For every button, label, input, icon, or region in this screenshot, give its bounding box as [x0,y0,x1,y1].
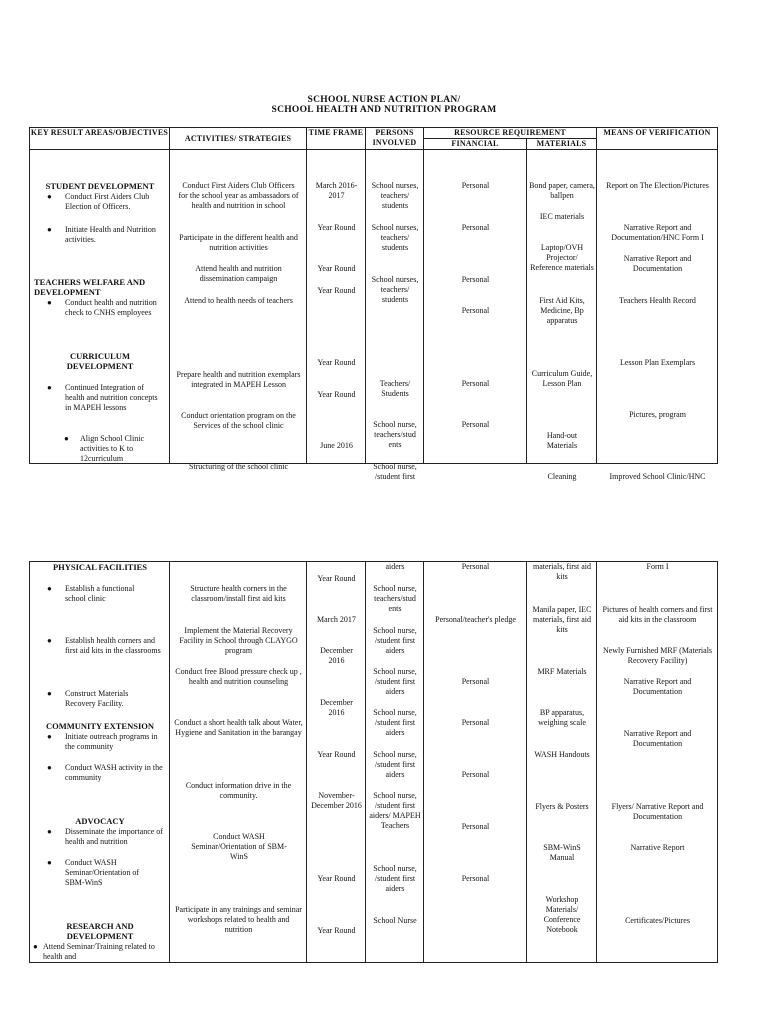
persons-item: School nurses, teachers/ students [371,223,419,252]
objective-item: Conduct WASH Seminar/Orientation of SBM-WinS [65,858,139,887]
objective-item: Attend Seminar/Training related to health and [43,942,155,961]
activity-item: Attend to health needs of teachers [184,296,293,305]
financial-item: Personal [461,770,490,779]
section-advocacy: ADVOCACY [75,816,125,826]
objective-item: Initiate Health and Nutrition activities. [65,225,156,244]
bullet-icon: ● [47,689,52,698]
objective-item: Construct Materials Recovery Facility. [65,689,129,708]
verification-item: Pictures of health corners and first aid kits in the classroom [602,605,713,624]
materials-item: Cleaning [547,472,577,481]
bullet-icon: ● [47,584,52,593]
bullet-icon: ● [47,383,52,392]
bullet-icon: ● [47,732,52,741]
section-research-development: RESEARCH AND DEVELOPMENT [66,921,134,941]
financial-item: Personal [461,562,490,571]
header-means: MEANS OF VERIFICATION [597,128,718,150]
financial-item: Personal [461,379,490,388]
section-curriculum-development: CURRICULUM DEVELOPMENT [66,351,134,371]
document-subtitle: SCHOOL HEALTH AND NUTRITION PROGRAM [271,105,497,115]
persons-item: School nurse, /student first aiders [373,708,417,737]
materials-item: MRF Materials [537,667,587,676]
time-frame-item: Year Round [317,223,356,232]
time-frame-item: June 2016 [320,441,353,450]
financial-item: Personal/teacher's pledge [435,615,516,624]
objective-item: Conduct WASH activity in the community [65,763,163,782]
activity-item: Conduct First Aiders Club Officers for the school year as ambassadors of health and nutrition in school [178,181,299,210]
bullet-icon: ● [47,636,52,645]
financial-item: Personal [461,822,490,831]
time-frame-item: Year Round [317,874,356,883]
time-frame-item: March 2017 [317,615,356,624]
persons-item: School nurses, teachers/ students [371,275,419,304]
persons-item: School nurse, /student first aiders [373,626,417,655]
time-frame-item: December 2016 [320,646,353,665]
bullet-icon: ● [47,763,52,772]
bullet-icon: ● [47,858,52,867]
persons-item: Teachers/ Students [379,379,411,398]
bullet-icon: ● [47,225,52,234]
materials-item: First Aid Kits, Medicine, Bp apparatus [539,296,585,325]
materials-item: Laptop/OVH Projector/ Reference materials [530,243,594,272]
verification-item: Narrative Report and Documentation [623,729,692,748]
materials-item: WASH Handouts [534,750,590,759]
persons-item: School nurse, teachers/stud ents [373,420,417,449]
objective-item: Establish a functional school clinic [65,584,135,603]
activity-item: Implement the Material Recovery Facility in School through CLAYGO program [179,626,298,655]
persons-item: School nurse, /student first aiders [373,750,417,779]
header-time-frame: TIME FRAME [307,128,366,150]
activity-item: Conduct WASH Seminar/Orientation of SBM-WinS [191,832,287,861]
activity-item: Participate in any trainings and seminar workshops related to health and nutrition [175,905,302,934]
verification-item: Certificates/Pictures [625,916,690,925]
time-frame-item: November-December 2016 [311,791,362,810]
materials-item: Manila paper, IEC materials, first aid kits [532,605,592,634]
time-frame-item: December 2016 [320,698,353,717]
header-resource: RESOURCE REQUIREMENT [424,128,597,139]
bullet-icon: ● [64,434,69,443]
verification-item: Flyers/ Narrative Report and Documentation [611,802,704,821]
header-materials: MATERIALS [527,139,597,150]
persons-item: School nurse, /student first [373,462,417,481]
bullet-icon: ● [47,192,52,201]
verification-item: Teachers Health Record [619,296,696,305]
section-community-extension: COMMUNITY EXTENSION [45,721,155,731]
time-frame-item: Year Round [317,358,356,367]
financial-item: Personal [461,677,490,686]
section-teachers-welfare: TEACHERS WELFARE AND DEVELOPMENT [34,277,146,297]
activity-item: Conduct free Blood pressure check up , health and nutrition counseling [175,667,302,686]
objective-item: Conduct health and nutrition check to CNHS employees [65,298,157,317]
action-plan-table-2 [29,561,718,963]
financial-item: Personal [461,181,490,190]
materials-item: Curriculum Guide, Lesson Plan [531,369,593,388]
time-frame-item: Year Round [317,264,356,273]
verification-item: Improved School Clinic/HNC [609,472,706,481]
financial-item: Personal [461,874,490,883]
persons-item: School nurse, /student first aiders/ MAPEH Teachers [369,791,421,830]
time-frame-item: Year Round [317,390,356,399]
bullet-icon: ● [33,942,38,951]
time-frame-item: Year Round [317,574,356,583]
time-frame-item: Year Round [317,926,356,935]
header-activities: ACTIVITIES/ STRATEGIES [170,128,307,150]
verification-item: Newly Furnished MRF (Materials Recovery Facility) [602,646,713,665]
activity-item: Participate in the different health and nutrition activities [179,233,298,252]
financial-item: Personal [461,420,490,429]
section-student-development: STUDENT DEVELOPMENT [45,181,155,191]
financial-item: Personal [461,223,490,232]
header-persons: PERSONS INVOLVED [366,128,424,150]
persons-item: School nurse, /student first aiders [373,864,417,893]
objective-item: Disseminate the importance of health and nutrition [65,827,163,846]
financial-item: Personal [461,275,490,284]
activity-item: Structuring of the school clinic [188,462,289,471]
verification-item: Narrative Report and Documentation [623,677,692,696]
materials-item: Flyers & Posters [535,802,589,811]
materials-item: materials, first aid kits [533,562,591,581]
activity-item: Conduct orientation program on the Services of the school clinic [181,411,296,430]
activity-item: Attend health and nutrition dissemination campaign [195,264,282,283]
persons-item: aiders [385,562,405,571]
document-title: SCHOOL NURSE ACTION PLAN/ [307,95,461,105]
activity-item: Conduct a short health talk about Water, Hygiene and Sanitation in the barangay [174,718,303,737]
activity-item: Prepare health and nutrition exemplars integrated in MAPEH Lesson [176,370,301,389]
time-frame-item: March 2016-2017 [315,181,358,200]
bullet-icon: ● [47,298,52,307]
materials-item: BP apparatus, weighing scale [538,708,586,727]
materials-item: IEC materials [539,212,585,221]
header-kra: KEY RESULT AREAS/OBJECTIVES [30,128,170,150]
verification-item: Lesson Plan Exemplars [619,358,696,367]
verification-item: Narrative Report and Documentation/HNC Form I [611,223,704,242]
section-physical-facilities: PHYSICAL FACILITIES [52,562,148,572]
verification-item: Narrative Report [630,843,685,852]
verification-item: Pictures, program [629,410,686,419]
objective-item: Continued Integration of health and nutrition concepts in MAPEH lessons [65,383,158,412]
financial-item: Personal [461,306,490,315]
objective-item: Conduct First Aiders Club Election of Officers. [65,192,150,211]
bullet-icon: ● [47,827,52,836]
activity-item: Structure health corners in the classroom/install first aid kits [190,584,287,603]
persons-item: School nurse, teachers/stud ents [373,584,417,613]
objective-item: Align School Clinic activities to K to 12curriculum [80,434,144,463]
verification-item: Narrative Report and Documentation [623,254,692,273]
materials-item: Bond paper, camera, ballpen [529,181,595,200]
activity-item: Conduct information drive in the community. [185,781,292,800]
verification-item: Form I [646,562,669,571]
header-financial: FINANCIAL [424,139,527,150]
materials-item: Hand-out Materials [546,431,578,450]
persons-item: School Nurse [373,916,417,925]
materials-item: Workshop Materials/ Conference Notebook [543,895,581,934]
persons-item: School nurses, teachers/ students [371,181,419,210]
objective-item: Initiate outreach programs in the community [65,732,158,751]
time-frame-item: Year Round [317,286,356,295]
action-plan-table-1 [29,127,718,481]
materials-item: SBM-WinS Manual [543,843,581,862]
time-frame-item: Year Round [317,750,356,759]
verification-item: Report on The Election/Pictures [606,181,709,190]
financial-item: Personal [461,718,490,727]
objective-item: Establish health corners and first aid kits in the classrooms [65,636,161,655]
persons-item: School nurse, /student first aiders [373,667,417,696]
